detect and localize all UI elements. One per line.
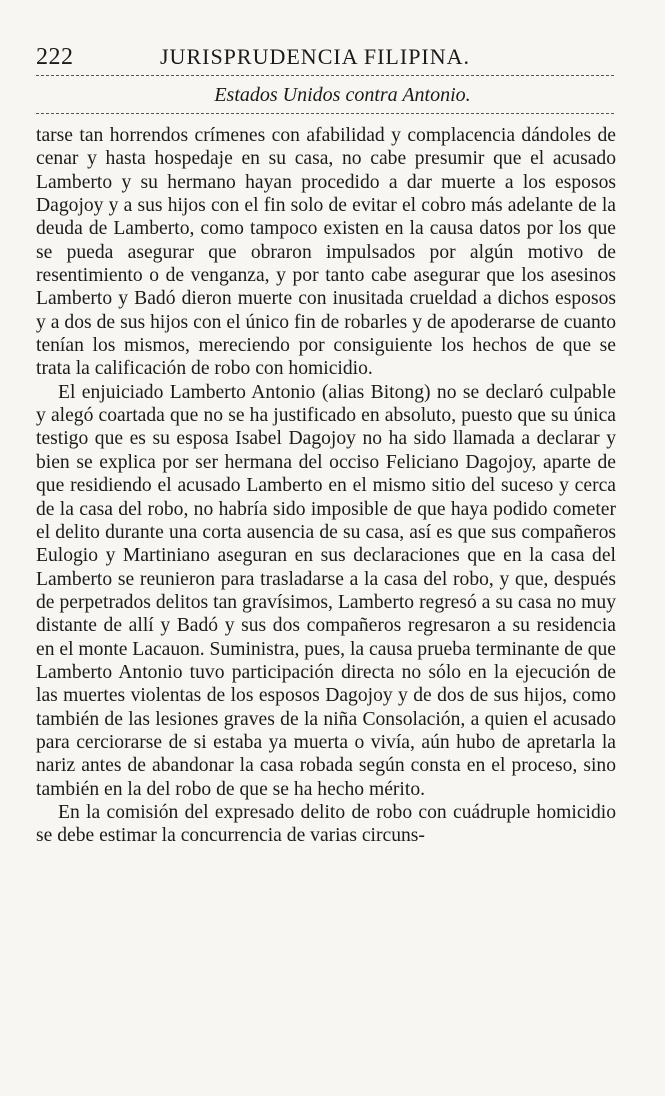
paragraph-continuation: tarse tan horrendos crímenes con afabilidad y complacencia dándoles de cenar y hasta hospedaje en su casa, no cabe presumir que el acusado Lamberto y su hermano hayan procedido a dar muerte a los esposos Dagojoy y a sus hijos con el fin solo de evitar el cobro más adelante de la deuda de Lamberto, como tampoco existen en la causa datos por los que se pueda asegurar que obraron impulsados por algún motivo de resentimiento o de venganza, y por tanto cabe asegurar que los asesinos Lamberto y Badó dieron muerte con inusitada crueldad a dichos esposos y a dos de sus hijos con el único fin de robarles y de apoderarse de cuanto tenían los mismos, mereciendo por consiguiente los hechos de que se trata la calificación de robo con homicidio. xyxy=(36,125,616,380)
subtitle-divider xyxy=(36,113,614,114)
page-number: 222 xyxy=(36,44,74,70)
body-text xyxy=(36,124,616,848)
paragraph-defendant-alibi: El enjuiciado Lamberto Antonio (alias Bitong) no se declaró culpable y alegó coartada que no se ha justificado en absoluto, puesto que su única testigo que es su esposa Isabel Dagojoy no ha sido llamada a declarar y bien se explica por ser hermana del occiso Feliciano Dagojoy, aparte de que residiendo el acusado Lamberto en el mismo sitio del suceso y cerca de la casa del robo, no habría sido imposible de que haya podido cometer el delito durante una corta ausencia de su casa, así es que sus compañeros Eulogio y Martiniano aseguran en sus declaraciones que en la casa del Lamberto se reunieron para trasladarse a la casa del robo, y que, después de perpetrados delitos tan gravísimos, Lamberto regresó a su casa no muy distante de allí y Badó y sus dos compañeros regresaron a su residencia en el monte Lacauon. Suministra, pues, la causa prueba terminante de que Lamberto Antonio tuvo participación directa no sólo en la ejecución de las muertes violentas de los esposos Dagojoy y de dos de sus hijos, como también de las lesiones graves de la niña Consolación, a quien el acusado para cerciorarse de si estaba ya muerta o vivía, aún hubo de apretarla la nariz antes de abandonar la casa robada según consta en el proceso, sino también en la del robo de que se ha hecho mérito. xyxy=(36,381,616,800)
running-title: JURISPRUDENCIA FILIPINA. xyxy=(160,44,471,69)
paragraph-circumstances: En la comisión del expresado delito de robo con cuádruple homicidio se debe estimar la concurrencia de varias circuns- xyxy=(36,801,616,847)
case-title: Estados Unidos contra Antonio. xyxy=(214,84,471,106)
header-divider xyxy=(36,75,614,76)
